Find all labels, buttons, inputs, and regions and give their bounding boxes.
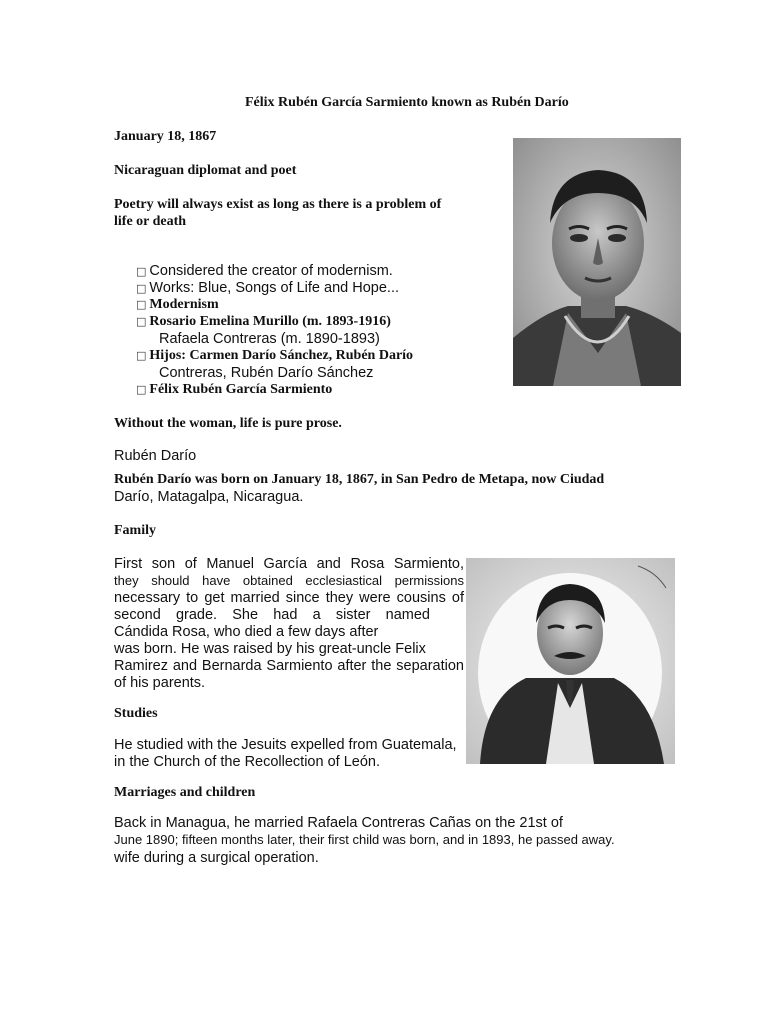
occupation: Nicaraguan diplomat and poet	[114, 163, 297, 178]
family-line: Cándida Rosa, who died a few days after	[114, 624, 379, 640]
marriages-line-3: wife during a surgical operation.	[114, 850, 319, 866]
bullet-box-icon: □	[136, 383, 147, 396]
family-line: necessary to get married since they were cousins of	[114, 590, 464, 606]
portrait-1-image	[513, 138, 681, 386]
quote-line-1: Poetry will always exist as long as there is a problem of	[114, 197, 442, 212]
list-item-continuation: Rafaela Contreras (m. 1890-1893)	[159, 331, 380, 347]
page-title: Félix Rubén García Sarmiento known as Rubén Darío	[245, 95, 569, 110]
family-line: Ramirez and Bernarda Sarmiento after the separation	[114, 658, 464, 674]
list-item: □ Hijos: Carmen Darío Sánchez, Rubén Darío	[136, 348, 414, 363]
quote-2: Without the woman, life is pure prose.	[114, 416, 342, 431]
family-line: First son of Manuel García and Rosa Sarmiento,	[114, 556, 464, 572]
studies-heading: Studies	[114, 706, 158, 721]
list-item-continuation: Contreras, Rubén Darío Sánchez	[159, 365, 374, 381]
bullet-box-icon: □	[136, 265, 147, 278]
family-line: was born. He was raised by his great-uncle Felix	[114, 641, 426, 657]
list-item: □ Considered the creator of modernism.	[136, 263, 393, 279]
portrait-photo-1	[513, 138, 681, 386]
marriages-line-1: Back in Managua, he married Rafaela Contreras Cañas on the 21st of	[114, 815, 563, 831]
born-line-1: Rubén Darío was born on January 18, 1867, in San Pedro de Metapa, now Ciudad	[114, 472, 605, 487]
born-line-2: Darío, Matagalpa, Nicaragua.	[114, 489, 304, 505]
list-item: □ Modernism	[136, 297, 219, 312]
marriages-heading: Marriages and children	[114, 785, 256, 800]
studies-line: in the Church of the Recollection of León.	[114, 754, 380, 770]
bullet-box-icon: □	[136, 298, 147, 311]
list-item: □ Works: Blue, Songs of Life and Hope...	[136, 280, 400, 296]
marriages-line-2: June 1890; fifteen months later, their first child was born, and in 1893, he passed away.	[114, 832, 615, 847]
family-line: they should have obtained ecclesiastical permissions	[114, 573, 464, 588]
bullet-box-icon: □	[136, 315, 147, 328]
birth-date: January 18, 1867	[114, 129, 217, 144]
family-heading: Family	[114, 523, 156, 538]
family-line: second grade. She had a sister named	[114, 607, 430, 623]
bullet-box-icon: □	[136, 282, 147, 295]
family-line: of his parents.	[114, 675, 206, 691]
name-heading: Rubén Darío	[114, 448, 197, 464]
portrait-2-image	[466, 558, 675, 764]
quote-line-2: life or death	[114, 214, 187, 229]
studies-line: He studied with the Jesuits expelled from Guatemala,	[114, 737, 457, 753]
portrait-photo-2	[466, 558, 675, 764]
list-item: □ Félix Rubén García Sarmiento	[136, 382, 333, 397]
list-item: □ Rosario Emelina Murillo (m. 1893-1916)	[136, 314, 391, 329]
bullet-box-icon: □	[136, 349, 147, 362]
